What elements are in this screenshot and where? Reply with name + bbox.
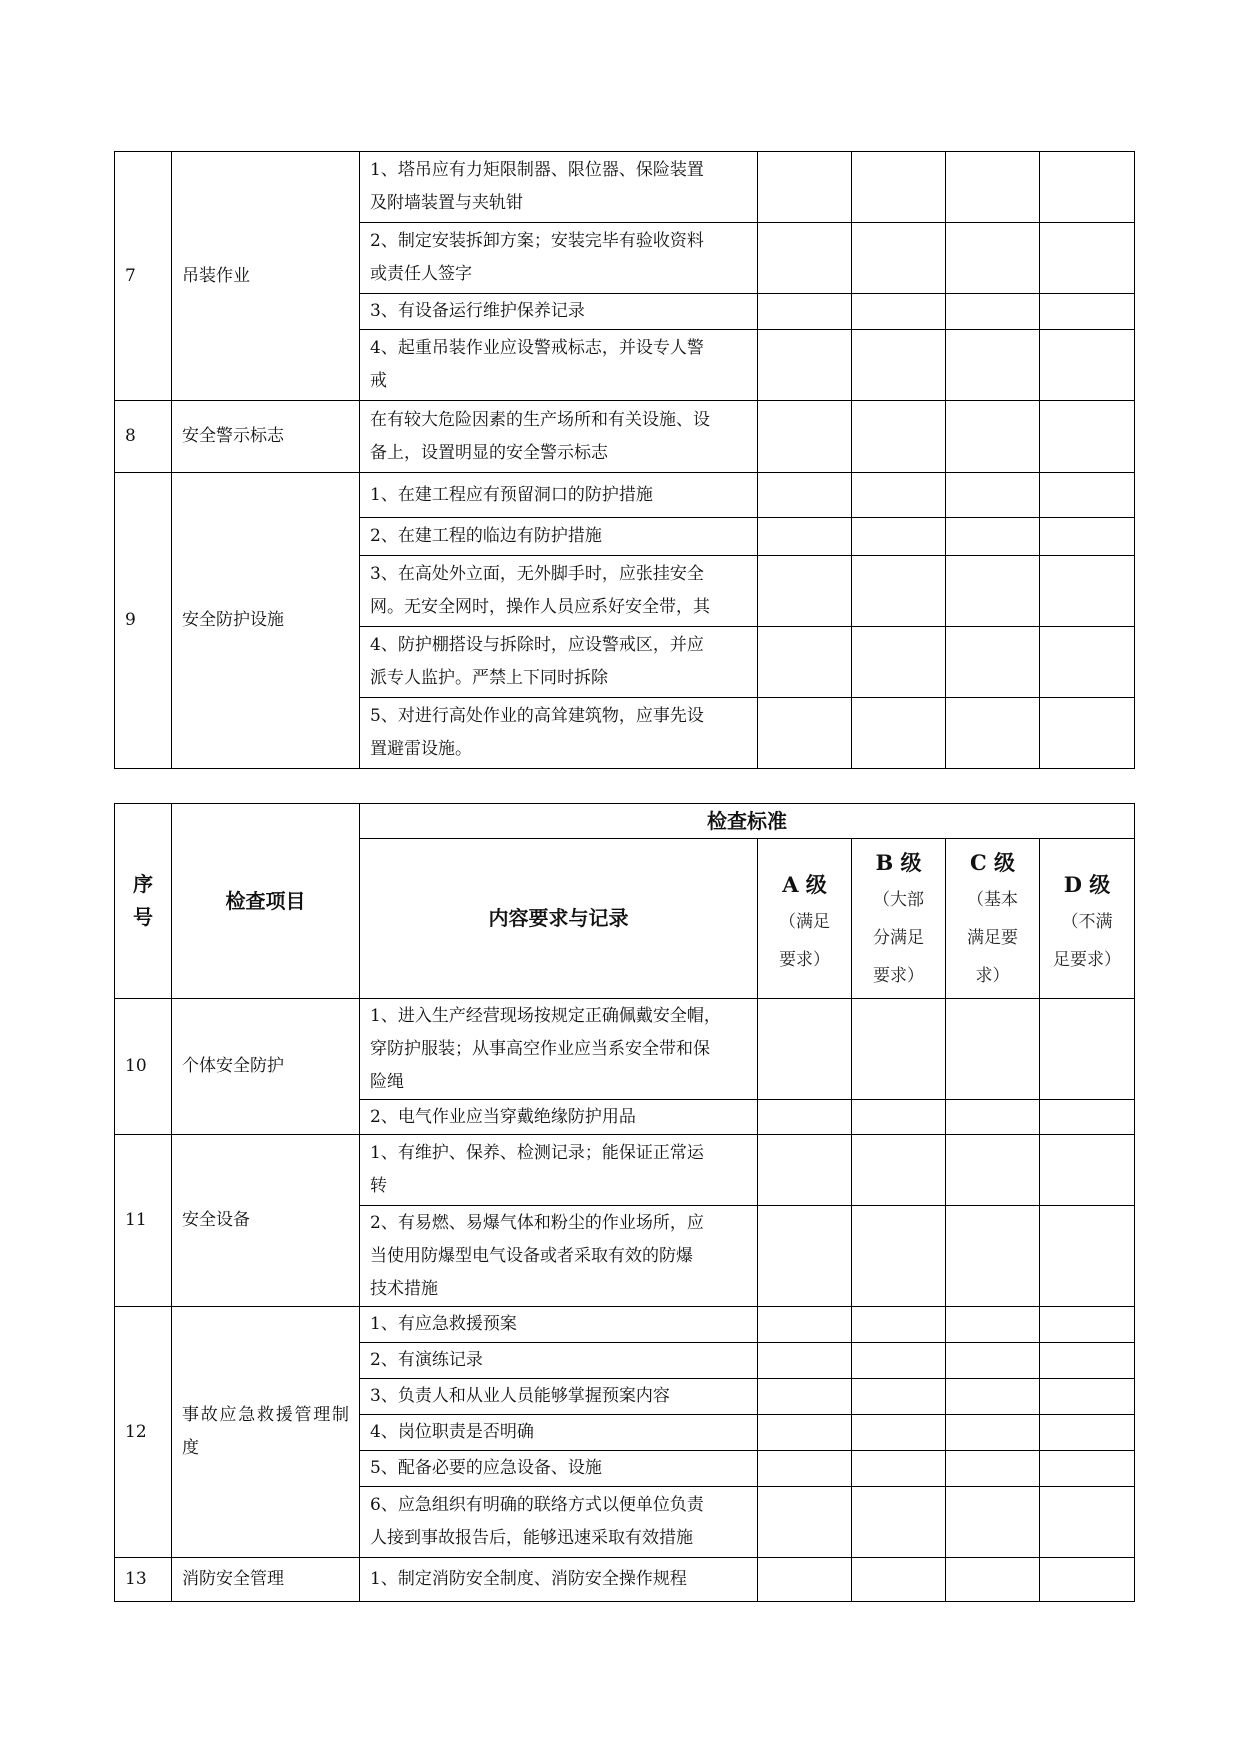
grade-d-cell[interactable] bbox=[1040, 1100, 1135, 1135]
grade-a-cell[interactable] bbox=[758, 473, 852, 518]
grade-c-cell[interactable] bbox=[946, 627, 1040, 698]
grade-a-cell[interactable] bbox=[758, 1206, 852, 1307]
requirement-line: 2、电气作业应当穿戴绝缘防护用品 bbox=[370, 1106, 636, 1127]
requirement-text bbox=[360, 294, 758, 330]
grade-a-cell[interactable] bbox=[758, 152, 852, 223]
grade-a-cell[interactable] bbox=[758, 1100, 852, 1135]
grade-b-cell[interactable] bbox=[852, 627, 946, 698]
requirement-line: 1、进入生产经营现场按规定正确佩戴安全帽， bbox=[370, 1005, 721, 1026]
grade-a-cell[interactable] bbox=[758, 1451, 852, 1487]
requirement-text bbox=[360, 1135, 758, 1206]
grade-a-cell[interactable] bbox=[758, 698, 852, 769]
grade-d-cell[interactable] bbox=[1040, 1135, 1135, 1206]
grade-c-cell[interactable] bbox=[946, 473, 1040, 518]
requirement-line: 3、在高处外立面，无外脚手时，应张挂安全 bbox=[370, 564, 704, 584]
requirement-text bbox=[360, 1451, 758, 1487]
table-row bbox=[115, 1307, 1135, 1343]
grade-d-cell[interactable] bbox=[1040, 518, 1135, 556]
grade-d-cell[interactable] bbox=[1040, 223, 1135, 294]
grade-c-cell[interactable] bbox=[946, 1206, 1040, 1307]
grade-a-cell[interactable] bbox=[758, 1415, 852, 1451]
requirement-line: 网。无安全网时，操作人员应系好安全带，其 bbox=[370, 597, 710, 617]
check-item: 消防安全管理 bbox=[172, 1558, 360, 1602]
inspection-table-part1 bbox=[114, 151, 1135, 769]
grade-b-cell[interactable] bbox=[852, 1307, 946, 1343]
inspection-table-part2 bbox=[114, 803, 1135, 1602]
header-serial-number: 序 号 bbox=[115, 804, 172, 999]
requirement-line: 险绳 bbox=[370, 1071, 404, 1092]
check-item: 安全防护设施 bbox=[172, 473, 360, 769]
requirement-text bbox=[360, 1307, 758, 1343]
serial-number: 10 bbox=[115, 999, 172, 1135]
grade-b-cell[interactable] bbox=[852, 152, 946, 223]
requirement-text bbox=[360, 1379, 758, 1415]
grade-d-cell[interactable] bbox=[1040, 999, 1135, 1100]
grade-d-cell[interactable] bbox=[1040, 1558, 1135, 1602]
grade-b-cell[interactable] bbox=[852, 1100, 946, 1135]
grade-a-cell[interactable] bbox=[758, 401, 852, 473]
requirement-line: 1、有应急救援预案 bbox=[370, 1314, 517, 1334]
grade-d-cell[interactable] bbox=[1040, 1487, 1135, 1558]
requirement-line: 转 bbox=[370, 1176, 387, 1196]
requirement-line: 派专人监护。严禁上下同时拆除 bbox=[370, 668, 608, 688]
grade-c-cell[interactable] bbox=[946, 1307, 1040, 1343]
grade-d-cell[interactable] bbox=[1040, 556, 1135, 627]
grade-b-cell[interactable] bbox=[852, 1451, 946, 1487]
requirement-line: 2、在建工程的临边有防护措施 bbox=[370, 526, 602, 546]
requirement-line: 置避雷设施。 bbox=[370, 739, 472, 759]
grade-c-cell[interactable] bbox=[946, 1558, 1040, 1602]
serial-number: 7 bbox=[115, 152, 172, 401]
grade-b-cell[interactable] bbox=[852, 999, 946, 1100]
grade-d-cell[interactable] bbox=[1040, 698, 1135, 769]
grade-c-cell[interactable] bbox=[946, 999, 1040, 1100]
requirement-text bbox=[360, 1487, 758, 1558]
requirement-line: 及附墙装置与夹轨钳 bbox=[370, 193, 523, 213]
requirement-line: 1、制定消防安全制度、消防安全操作规程 bbox=[370, 1569, 687, 1589]
grade-d-cell[interactable] bbox=[1040, 1206, 1135, 1307]
requirement-line: 2、有演练记录 bbox=[370, 1350, 483, 1370]
table-row bbox=[115, 401, 1135, 473]
grade-a-cell[interactable] bbox=[758, 627, 852, 698]
grade-c-cell[interactable] bbox=[946, 1487, 1040, 1558]
grade-b-cell[interactable] bbox=[852, 518, 946, 556]
requirement-text bbox=[360, 330, 758, 401]
grade-c-cell[interactable] bbox=[946, 518, 1040, 556]
grade-a-cell[interactable] bbox=[758, 1379, 852, 1415]
grade-b-cell[interactable] bbox=[852, 1343, 946, 1379]
grade-c-cell[interactable] bbox=[946, 330, 1040, 401]
grade-c-cell[interactable] bbox=[946, 556, 1040, 627]
grade-d-cell[interactable] bbox=[1040, 1415, 1135, 1451]
serial-number: 12 bbox=[115, 1307, 172, 1558]
requirement-text bbox=[360, 627, 758, 698]
requirement-line: 1、塔吊应有力矩限制器、限位器、保险装置 bbox=[370, 160, 704, 180]
grade-d-cell[interactable] bbox=[1040, 1343, 1135, 1379]
grade-a-cell[interactable] bbox=[758, 223, 852, 294]
grade-b-cell[interactable] bbox=[852, 1415, 946, 1451]
requirement-text bbox=[360, 518, 758, 556]
requirement-line: 戒 bbox=[370, 371, 387, 391]
grade-d-cell[interactable] bbox=[1040, 401, 1135, 473]
table-row bbox=[115, 1135, 1135, 1206]
grade-b-cell[interactable] bbox=[852, 401, 946, 473]
grade-c-cell[interactable] bbox=[946, 1343, 1040, 1379]
grade-a-cell[interactable] bbox=[758, 330, 852, 401]
grade-b-cell[interactable] bbox=[852, 556, 946, 627]
grade-d-cell[interactable] bbox=[1040, 473, 1135, 518]
requirement-line: 人接到事故报告后，能够迅速采取有效措施 bbox=[370, 1528, 693, 1548]
requirement-line: 当使用防爆型电气设备或者采取有效的防爆 bbox=[370, 1245, 693, 1266]
requirement-text bbox=[360, 152, 758, 223]
requirement-text bbox=[360, 1100, 758, 1135]
grade-c-cell[interactable] bbox=[946, 1135, 1040, 1206]
grade-b-cell[interactable] bbox=[852, 330, 946, 401]
check-item: 个体安全防护 bbox=[172, 999, 360, 1135]
serial-number: 8 bbox=[115, 401, 172, 473]
requirement-text bbox=[360, 401, 758, 473]
header-grade-b: B 级 （大部 分满足 要求） bbox=[852, 839, 946, 999]
grade-b-cell[interactable] bbox=[852, 473, 946, 518]
requirement-line: 穿防护服装；从事高空作业应当系安全带和保 bbox=[370, 1038, 710, 1059]
grade-c-cell[interactable] bbox=[946, 152, 1040, 223]
grade-c-cell[interactable] bbox=[946, 1415, 1040, 1451]
requirement-text bbox=[360, 1206, 758, 1307]
header-grade-d: D 级 （不满 足要求） bbox=[1040, 839, 1135, 999]
table-row bbox=[115, 999, 1135, 1100]
header-check-item: 检查项目 bbox=[172, 804, 360, 999]
grade-a-cell[interactable] bbox=[758, 1135, 852, 1206]
grade-b-cell[interactable] bbox=[852, 1487, 946, 1558]
check-item: 吊装作业 bbox=[172, 152, 360, 401]
grade-b-cell[interactable] bbox=[852, 698, 946, 769]
grade-c-cell[interactable] bbox=[946, 1451, 1040, 1487]
grade-c-cell[interactable] bbox=[946, 1100, 1040, 1135]
requirement-line: 2、制定安装拆卸方案；安装完毕有验收资料 bbox=[370, 231, 704, 251]
table-row bbox=[115, 1558, 1135, 1602]
header-content-requirements: 内容要求与记录 bbox=[360, 839, 758, 999]
grade-b-cell[interactable] bbox=[852, 1135, 946, 1206]
requirement-text bbox=[360, 1343, 758, 1379]
requirement-text bbox=[360, 473, 758, 518]
grade-d-cell[interactable] bbox=[1040, 1451, 1135, 1487]
grade-a-cell[interactable] bbox=[758, 999, 852, 1100]
grade-d-cell[interactable] bbox=[1040, 152, 1135, 223]
requirement-line: 2、有易燃、易爆气体和粉尘的作业场所，应 bbox=[370, 1212, 704, 1233]
grade-b-cell[interactable] bbox=[852, 1206, 946, 1307]
serial-number: 13 bbox=[115, 1558, 172, 1602]
grade-a-cell[interactable] bbox=[758, 1307, 852, 1343]
table-row bbox=[115, 152, 1135, 223]
grade-d-cell[interactable] bbox=[1040, 1379, 1135, 1415]
check-item: 安全设备 bbox=[172, 1135, 360, 1307]
header-check-standard: 检查标准 bbox=[360, 804, 1135, 839]
requirement-line: 6、应急组织有明确的联络方式以便单位负责 bbox=[370, 1495, 704, 1515]
requirement-line: 或责任人签字 bbox=[370, 264, 472, 284]
requirement-line: 4、岗位职责是否明确 bbox=[370, 1422, 534, 1442]
grade-d-cell[interactable] bbox=[1040, 294, 1135, 330]
grade-a-cell[interactable] bbox=[758, 518, 852, 556]
requirement-line: 4、防护棚搭设与拆除时，应设警戒区，并应 bbox=[370, 635, 704, 655]
grade-c-cell[interactable] bbox=[946, 223, 1040, 294]
grade-d-cell[interactable] bbox=[1040, 1307, 1135, 1343]
grade-a-cell[interactable] bbox=[758, 1343, 852, 1379]
header-grade-a: A 级 （满足 要求） bbox=[758, 839, 852, 999]
table-row bbox=[115, 473, 1135, 518]
grade-d-cell[interactable] bbox=[1040, 330, 1135, 401]
serial-number: 9 bbox=[115, 473, 172, 769]
requirement-text bbox=[360, 556, 758, 627]
grade-c-cell[interactable] bbox=[946, 698, 1040, 769]
grade-a-cell[interactable] bbox=[758, 294, 852, 330]
check-item: 安全警示标志 bbox=[172, 401, 360, 473]
requirement-line: 4、起重吊装作业应设警戒标志，并设专人警 bbox=[370, 338, 704, 358]
requirement-line: 3、有设备运行维护保养记录 bbox=[370, 301, 585, 321]
serial-number: 11 bbox=[115, 1135, 172, 1307]
grade-a-cell[interactable] bbox=[758, 556, 852, 627]
grade-d-cell[interactable] bbox=[1040, 627, 1135, 698]
requirement-line: 技术措施 bbox=[370, 1278, 438, 1299]
requirement-line: 1、在建工程应有预留洞口的防护措施 bbox=[370, 484, 653, 505]
requirement-text bbox=[360, 1415, 758, 1451]
requirement-line: 3、负责人和从业人员能够掌握预案内容 bbox=[370, 1386, 670, 1406]
grade-c-cell[interactable] bbox=[946, 294, 1040, 330]
requirement-text bbox=[360, 698, 758, 769]
requirement-line: 备上，设置明显的安全警示标志 bbox=[370, 442, 608, 463]
grade-b-cell[interactable] bbox=[852, 294, 946, 330]
grade-b-cell[interactable] bbox=[852, 1558, 946, 1602]
grade-c-cell[interactable] bbox=[946, 401, 1040, 473]
grade-b-cell[interactable] bbox=[852, 1379, 946, 1415]
grade-c-cell[interactable] bbox=[946, 1379, 1040, 1415]
requirement-line: 1、有维护、保养、检测记录；能保证正常运 bbox=[370, 1143, 704, 1163]
requirement-text bbox=[360, 223, 758, 294]
grade-a-cell[interactable] bbox=[758, 1487, 852, 1558]
requirement-text bbox=[360, 999, 758, 1100]
header-grade-c: C 级 （基本 满足要 求） bbox=[946, 839, 1040, 999]
check-item: 事故应急救援管理制度 bbox=[172, 1307, 360, 1558]
requirement-line: 5、对进行高处作业的高耸建筑物，应事先设 bbox=[370, 706, 704, 726]
requirement-text bbox=[360, 1558, 758, 1602]
requirement-line: 5、配备必要的应急设备、设施 bbox=[370, 1458, 602, 1478]
grade-b-cell[interactable] bbox=[852, 223, 946, 294]
grade-a-cell[interactable] bbox=[758, 1558, 852, 1602]
requirement-line: 在有较大危险因素的生产场所和有关设施、设 bbox=[370, 409, 710, 430]
